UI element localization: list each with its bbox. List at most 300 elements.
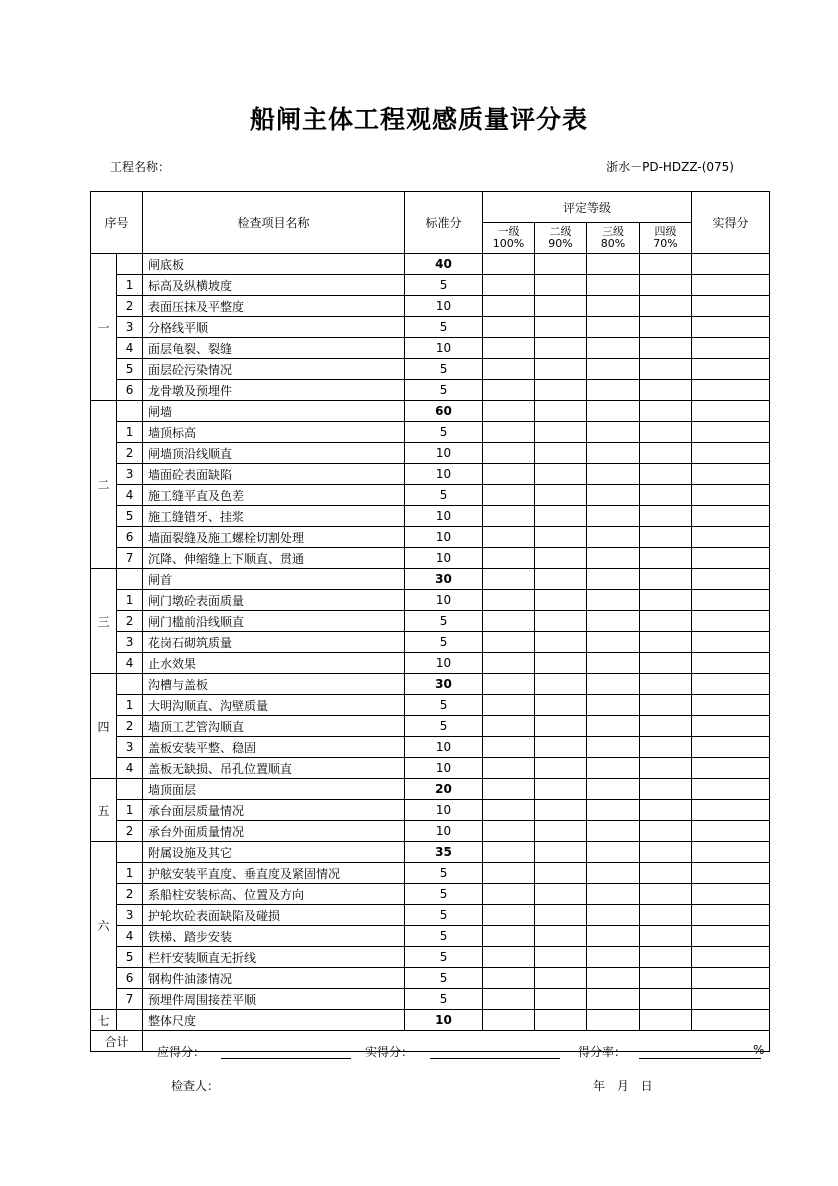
score-table: [90, 191, 770, 1059]
grade-cell[interactable]: [483, 821, 535, 842]
grade-cell[interactable]: [483, 695, 535, 716]
grade-cell[interactable]: [640, 737, 692, 758]
item-score: 5: [405, 359, 483, 380]
total-summary: [143, 1031, 770, 1059]
grade-cell[interactable]: [483, 674, 535, 695]
item-score: 5: [405, 317, 483, 338]
item-score: 10: [405, 527, 483, 548]
grade-cell[interactable]: [535, 632, 587, 653]
grade-cell[interactable]: [483, 569, 535, 590]
item-number: 2: [117, 443, 143, 464]
grade-cell[interactable]: [535, 1010, 587, 1031]
item-score: 10: [405, 758, 483, 779]
actual-score-cell[interactable]: [692, 926, 770, 947]
grade-cell[interactable]: [640, 296, 692, 317]
item-score: 5: [405, 611, 483, 632]
header-item: 检查项目名称: [143, 192, 405, 254]
grade-cell[interactable]: [640, 884, 692, 905]
item-row: [91, 464, 770, 485]
grade-cell[interactable]: [587, 800, 640, 821]
item-row: [91, 380, 770, 401]
item-row: [91, 275, 770, 296]
grade-cell[interactable]: [535, 716, 587, 737]
grade-cell[interactable]: [535, 779, 587, 800]
group-row: [91, 1010, 770, 1031]
grade-cell[interactable]: [483, 926, 535, 947]
grade-cell[interactable]: [483, 779, 535, 800]
actual-score-cell[interactable]: [692, 443, 770, 464]
item-number: 1: [117, 695, 143, 716]
item-name: 盖板无缺损、吊孔位置顺直: [143, 758, 405, 779]
group-title: 闸底板: [143, 254, 405, 275]
grade-cell[interactable]: [640, 989, 692, 1010]
grade-cell[interactable]: [640, 968, 692, 989]
grade-cell[interactable]: [587, 527, 640, 548]
item-row: [91, 632, 770, 653]
item-name: 护舷安装平直度、垂直度及紧固情况: [143, 863, 405, 884]
grade-cell[interactable]: [483, 254, 535, 275]
grade-cell[interactable]: [587, 275, 640, 296]
grade-cell[interactable]: [483, 317, 535, 338]
grade-cell[interactable]: [640, 1010, 692, 1031]
grade-cell[interactable]: [535, 296, 587, 317]
actual-score-cell[interactable]: [692, 590, 770, 611]
item-name: 墙顶标高: [143, 422, 405, 443]
actual-score-cell[interactable]: [692, 695, 770, 716]
group-score: 30: [405, 674, 483, 695]
actual-score-cell[interactable]: [692, 800, 770, 821]
item-name: 闸门槛前沿线顺直: [143, 611, 405, 632]
grade-cell[interactable]: [535, 842, 587, 863]
grade-cell[interactable]: [587, 674, 640, 695]
grade-cell[interactable]: [587, 611, 640, 632]
grade-cell[interactable]: [535, 653, 587, 674]
grade-cell[interactable]: [587, 947, 640, 968]
grade-cell[interactable]: [483, 590, 535, 611]
grade-cell[interactable]: [587, 506, 640, 527]
grade-cell[interactable]: [483, 842, 535, 863]
item-row: [91, 359, 770, 380]
item-score: 10: [405, 443, 483, 464]
grade-cell[interactable]: [587, 548, 640, 569]
item-name: 钢构件油漆情况: [143, 968, 405, 989]
actual-score-cell[interactable]: [692, 989, 770, 1010]
grade-cell[interactable]: [587, 443, 640, 464]
actual-score-cell[interactable]: [692, 947, 770, 968]
grade-cell[interactable]: [587, 863, 640, 884]
actual-score-cell[interactable]: [692, 884, 770, 905]
score-rate-field[interactable]: [639, 1058, 761, 1059]
grade-cell[interactable]: [535, 506, 587, 527]
actual-score-cell[interactable]: [692, 632, 770, 653]
grade-cell[interactable]: [640, 548, 692, 569]
grade-cell[interactable]: [535, 485, 587, 506]
actual-score-cell[interactable]: [692, 464, 770, 485]
grade-cell[interactable]: [483, 548, 535, 569]
grade-cell[interactable]: [535, 338, 587, 359]
grade-cell[interactable]: [640, 485, 692, 506]
grade-cell[interactable]: [535, 674, 587, 695]
actual-score-cell[interactable]: [692, 905, 770, 926]
item-number: 1: [117, 422, 143, 443]
grade-cell[interactable]: [535, 611, 587, 632]
item-number: 2: [117, 611, 143, 632]
item-name: 承台面层质量情况: [143, 800, 405, 821]
grade-cell[interactable]: [483, 716, 535, 737]
grade-cell[interactable]: [535, 317, 587, 338]
grade-cell[interactable]: [640, 275, 692, 296]
grade-cell[interactable]: [483, 359, 535, 380]
grade-cell[interactable]: [535, 758, 587, 779]
grade-cell[interactable]: [535, 443, 587, 464]
grade-cell[interactable]: [640, 317, 692, 338]
grade-cell[interactable]: [640, 401, 692, 422]
grade-cell[interactable]: [587, 989, 640, 1010]
grade-cell[interactable]: [587, 569, 640, 590]
item-name: 墙面砼表面缺陷: [143, 464, 405, 485]
grade-cell[interactable]: [640, 506, 692, 527]
item-score: 5: [405, 968, 483, 989]
grade-cell[interactable]: [640, 842, 692, 863]
grade-cell[interactable]: [483, 800, 535, 821]
grade-cell[interactable]: [483, 464, 535, 485]
grade-cell[interactable]: [587, 422, 640, 443]
grade-cell[interactable]: [587, 380, 640, 401]
grade-cell[interactable]: [535, 275, 587, 296]
grade-cell[interactable]: [483, 884, 535, 905]
actual-score-cell[interactable]: [692, 779, 770, 800]
grade-cell[interactable]: [640, 800, 692, 821]
item-name: 面层砼污染情况: [143, 359, 405, 380]
actual-score-cell[interactable]: [692, 275, 770, 296]
grade-cell[interactable]: [587, 401, 640, 422]
grade-cell[interactable]: [587, 485, 640, 506]
item-name: 闸门墩砼表面质量: [143, 590, 405, 611]
sub-number-cell: [117, 401, 143, 422]
grade-cell[interactable]: [640, 653, 692, 674]
item-row: [91, 422, 770, 443]
grade-cell[interactable]: [587, 779, 640, 800]
grade-cell[interactable]: [587, 905, 640, 926]
grade-cell[interactable]: [483, 863, 535, 884]
grade-cell[interactable]: [587, 359, 640, 380]
actual-score-cell[interactable]: [692, 674, 770, 695]
actual-score-cell[interactable]: [692, 527, 770, 548]
item-number: 1: [117, 275, 143, 296]
grade-cell[interactable]: [483, 611, 535, 632]
grade-cell[interactable]: [535, 527, 587, 548]
grade-cell[interactable]: [535, 254, 587, 275]
grade-cell[interactable]: [587, 716, 640, 737]
item-row: [91, 611, 770, 632]
grade-cell[interactable]: [535, 359, 587, 380]
grade-cell[interactable]: [640, 674, 692, 695]
grade-cell[interactable]: [587, 926, 640, 947]
group-row: [91, 674, 770, 695]
grade-cell[interactable]: [587, 338, 640, 359]
grade-cell[interactable]: [535, 863, 587, 884]
grade-cell[interactable]: [535, 422, 587, 443]
grade-cell[interactable]: [640, 422, 692, 443]
header-level-3: 三级 80%: [587, 223, 640, 254]
actual-score-cell[interactable]: [692, 821, 770, 842]
actual-score-cell[interactable]: [692, 338, 770, 359]
item-row: [91, 800, 770, 821]
item-score: 5: [405, 380, 483, 401]
actual-score-cell[interactable]: [692, 758, 770, 779]
grade-cell[interactable]: [483, 947, 535, 968]
item-number: 4: [117, 338, 143, 359]
item-name: 花岗石砌筑质量: [143, 632, 405, 653]
group-title: 沟槽与盖板: [143, 674, 405, 695]
grade-cell[interactable]: [640, 359, 692, 380]
actual-score-cell[interactable]: [692, 422, 770, 443]
grade-cell[interactable]: [640, 338, 692, 359]
item-score: 5: [405, 884, 483, 905]
grade-cell[interactable]: [587, 296, 640, 317]
item-number: 2: [117, 884, 143, 905]
actual-score-cell[interactable]: [692, 737, 770, 758]
actual-score-cell[interactable]: [692, 1010, 770, 1031]
grade-cell[interactable]: [535, 947, 587, 968]
grade-cell[interactable]: [535, 464, 587, 485]
grade-cell[interactable]: [535, 926, 587, 947]
grade-cell[interactable]: [483, 527, 535, 548]
grade-cell[interactable]: [535, 800, 587, 821]
grade-cell[interactable]: [483, 989, 535, 1010]
grade-cell[interactable]: [587, 737, 640, 758]
grade-cell[interactable]: [640, 863, 692, 884]
item-row: [91, 590, 770, 611]
grade-cell[interactable]: [640, 821, 692, 842]
header-std: 标准分: [405, 192, 483, 254]
grade-cell[interactable]: [483, 968, 535, 989]
actual-score-cell[interactable]: [692, 254, 770, 275]
grade-cell[interactable]: [587, 695, 640, 716]
item-number: 1: [117, 800, 143, 821]
grade-cell[interactable]: [640, 380, 692, 401]
grade-cell[interactable]: [483, 443, 535, 464]
header-level-1: 一级 100%: [483, 223, 535, 254]
actual-score-cell[interactable]: [692, 401, 770, 422]
grade-cell[interactable]: [640, 947, 692, 968]
item-score: 5: [405, 905, 483, 926]
grade-cell[interactable]: [535, 590, 587, 611]
group-score: 20: [405, 779, 483, 800]
item-row: [91, 968, 770, 989]
actual-score-cell[interactable]: [692, 296, 770, 317]
actual-score-cell[interactable]: [692, 716, 770, 737]
actual-score-cell[interactable]: [692, 485, 770, 506]
actual-score-cell[interactable]: [692, 359, 770, 380]
actual-score-cell[interactable]: [692, 380, 770, 401]
item-number: 6: [117, 968, 143, 989]
grade-cell[interactable]: [535, 884, 587, 905]
should-score-label: 应得分：: [157, 1045, 206, 1059]
actual-score-cell[interactable]: [692, 569, 770, 590]
group-score: 35: [405, 842, 483, 863]
item-score: 10: [405, 548, 483, 569]
item-name: 护轮坎砼表面缺陷及碰损: [143, 905, 405, 926]
item-number: 3: [117, 632, 143, 653]
total-row: [91, 1031, 770, 1052]
grade-cell[interactable]: [483, 737, 535, 758]
item-name: 系船柱安装标高、位置及方向: [143, 884, 405, 905]
grade-cell[interactable]: [640, 695, 692, 716]
item-score: 10: [405, 464, 483, 485]
item-score: 10: [405, 821, 483, 842]
grade-cell[interactable]: [587, 842, 640, 863]
item-number: 4: [117, 926, 143, 947]
item-number: 5: [117, 947, 143, 968]
grade-cell[interactable]: [483, 632, 535, 653]
grade-cell[interactable]: [640, 569, 692, 590]
grade-cell[interactable]: [640, 464, 692, 485]
header-grade: 评定等级: [483, 192, 692, 223]
grade-cell[interactable]: [535, 548, 587, 569]
grade-cell[interactable]: [535, 569, 587, 590]
grade-cell[interactable]: [640, 926, 692, 947]
sub-number-cell: [117, 1010, 143, 1031]
sub-number-cell: [117, 779, 143, 800]
item-name: 施工缝平直及色差: [143, 485, 405, 506]
grade-cell[interactable]: [587, 653, 640, 674]
item-name: 预埋件周围接茬平顺: [143, 989, 405, 1010]
grade-cell[interactable]: [587, 1010, 640, 1031]
item-number: 2: [117, 821, 143, 842]
item-name: 栏杆安装顺直无折线: [143, 947, 405, 968]
item-number: 4: [117, 485, 143, 506]
actual-score-cell[interactable]: [692, 506, 770, 527]
group-title: 附属设施及其它: [143, 842, 405, 863]
grade-cell[interactable]: [483, 485, 535, 506]
grade-cell[interactable]: [535, 380, 587, 401]
grade-cell[interactable]: [640, 905, 692, 926]
item-score: 10: [405, 737, 483, 758]
item-row: [91, 947, 770, 968]
grade-cell[interactable]: [483, 506, 535, 527]
item-score: 10: [405, 590, 483, 611]
item-name: 闸墙顶沿线顺直: [143, 443, 405, 464]
actual-score-cell[interactable]: [692, 842, 770, 863]
grade-cell[interactable]: [587, 968, 640, 989]
item-score: 5: [405, 275, 483, 296]
group-score: 60: [405, 401, 483, 422]
grade-cell[interactable]: [483, 401, 535, 422]
grade-cell[interactable]: [640, 590, 692, 611]
grade-cell[interactable]: [483, 1010, 535, 1031]
item-name: 标高及纵横坡度: [143, 275, 405, 296]
item-number: 6: [117, 527, 143, 548]
actual-score-cell[interactable]: [692, 968, 770, 989]
grade-cell[interactable]: [640, 527, 692, 548]
item-number: 2: [117, 296, 143, 317]
actual-score-cell[interactable]: [692, 863, 770, 884]
grade-cell[interactable]: [483, 905, 535, 926]
item-row: [91, 317, 770, 338]
header-level-2: 二级 90%: [535, 223, 587, 254]
grade-cell[interactable]: [587, 254, 640, 275]
grade-cell[interactable]: [640, 632, 692, 653]
item-row: [91, 338, 770, 359]
grade-cell[interactable]: [483, 422, 535, 443]
item-name: 龙骨墩及预埋件: [143, 380, 405, 401]
grade-cell[interactable]: [535, 989, 587, 1010]
item-number: 5: [117, 359, 143, 380]
grade-cell[interactable]: [483, 275, 535, 296]
actual-score-cell[interactable]: [692, 548, 770, 569]
grade-cell[interactable]: [587, 317, 640, 338]
grade-cell[interactable]: [535, 737, 587, 758]
item-row: [91, 926, 770, 947]
actual-score-cell[interactable]: [692, 611, 770, 632]
grade-cell[interactable]: [640, 758, 692, 779]
item-score: 5: [405, 422, 483, 443]
grade-cell[interactable]: [640, 254, 692, 275]
grade-cell[interactable]: [483, 296, 535, 317]
date-label: 年 月 日: [593, 1079, 653, 1093]
grade-cell[interactable]: [483, 758, 535, 779]
item-score: 5: [405, 716, 483, 737]
item-score: 5: [405, 989, 483, 1010]
grade-cell[interactable]: [640, 779, 692, 800]
item-name: 止水效果: [143, 653, 405, 674]
grade-cell[interactable]: [587, 758, 640, 779]
grade-cell[interactable]: [483, 380, 535, 401]
actual-score-cell[interactable]: [692, 317, 770, 338]
grade-cell[interactable]: [587, 590, 640, 611]
grade-cell[interactable]: [535, 695, 587, 716]
grade-cell[interactable]: [587, 884, 640, 905]
group-number: 四: [91, 674, 117, 779]
item-row: [91, 716, 770, 737]
item-row: [91, 527, 770, 548]
grade-cell[interactable]: [640, 716, 692, 737]
inspector-label: 检查人：: [171, 1079, 220, 1093]
item-name: 面层龟裂、裂缝: [143, 338, 405, 359]
grade-cell[interactable]: [535, 401, 587, 422]
group-row: [91, 842, 770, 863]
group-title: 闸墙: [143, 401, 405, 422]
grade-cell[interactable]: [587, 821, 640, 842]
actual-score-field[interactable]: [430, 1058, 560, 1059]
header-level-4: 四级 70%: [640, 223, 692, 254]
item-row: [91, 485, 770, 506]
group-row: [91, 779, 770, 800]
grade-cell[interactable]: [587, 464, 640, 485]
group-title: 整体尺度: [143, 1010, 405, 1031]
total-label: 合计: [91, 1031, 143, 1052]
item-row: [91, 758, 770, 779]
item-number: 6: [117, 380, 143, 401]
grade-cell[interactable]: [535, 821, 587, 842]
item-number: 5: [117, 506, 143, 527]
grade-cell[interactable]: [535, 905, 587, 926]
grade-cell[interactable]: [535, 968, 587, 989]
item-name: 分格线平顺: [143, 317, 405, 338]
item-score: 5: [405, 632, 483, 653]
grade-cell[interactable]: [640, 611, 692, 632]
actual-score-cell[interactable]: [692, 653, 770, 674]
grade-cell[interactable]: [640, 443, 692, 464]
item-number: 4: [117, 653, 143, 674]
item-score: 5: [405, 947, 483, 968]
should-score-field[interactable]: [221, 1058, 351, 1059]
grade-cell[interactable]: [483, 338, 535, 359]
grade-cell[interactable]: [587, 632, 640, 653]
grade-cell[interactable]: [483, 653, 535, 674]
item-number: 2: [117, 716, 143, 737]
